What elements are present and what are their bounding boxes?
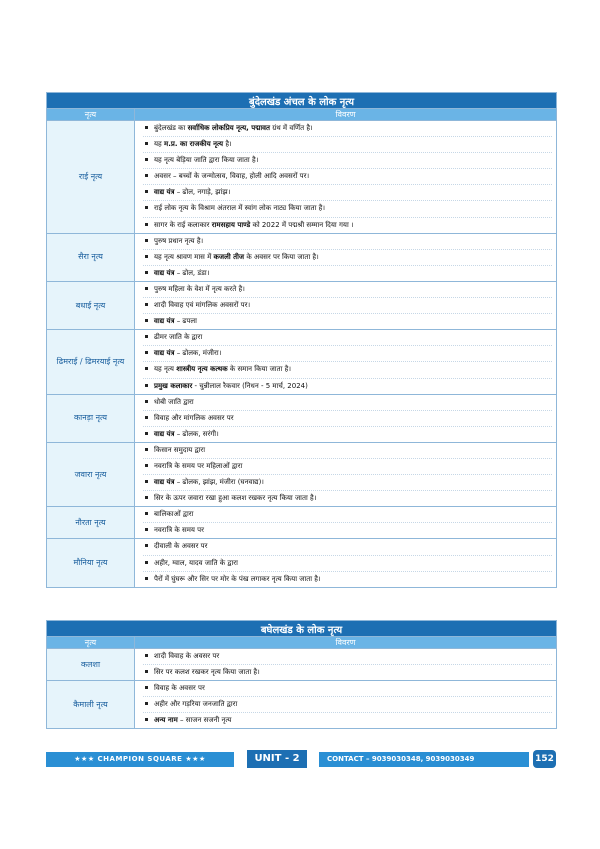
dance-description: [135, 649, 557, 681]
bullet-icon: [145, 670, 148, 673]
dance-description: [135, 507, 557, 539]
text: शादी विवाह एवं मांगलिक अवसरों पर।: [154, 301, 251, 310]
bold-text: वाद्य यंत्र: [154, 188, 175, 197]
dance-name: कानड़ा नृत्य: [47, 394, 135, 442]
baghelkhand-dance-table: [46, 620, 557, 729]
description-item: [143, 410, 552, 426]
text: यह नृत्य बेड़िया जाति द्वारा किया जाता है।: [154, 156, 259, 165]
bold-text: रामसहाय पाण्डे: [211, 220, 251, 229]
description-item: [143, 217, 552, 233]
text: सागर के राई कलाकार: [154, 220, 212, 229]
text: – ढोलक, सरंगी।: [174, 429, 219, 438]
bullet-icon: [145, 561, 148, 564]
bullet-icon: [145, 702, 148, 705]
description-item: [143, 184, 552, 200]
text: सिर पर कलश रखकर नृत्य किया जाता है।: [154, 668, 260, 677]
bullet-icon: [145, 577, 148, 580]
description-item: [143, 249, 552, 265]
text: शादी विवाह के अवसर पर: [154, 652, 220, 660]
dance-name: कैमाली नृत्य: [47, 681, 135, 729]
text: विवाह के अवसर पर: [154, 684, 205, 693]
brand-banner: ★★★ CHAMPION SQUARE ★★★: [46, 752, 234, 767]
text: धोबी जाति द्वारा: [154, 397, 194, 406]
bullet-icon: [145, 400, 148, 403]
text: – ढोल, डंडा।: [174, 268, 210, 277]
bullet-icon: [145, 512, 148, 515]
description-item: [143, 474, 552, 490]
table-row: [47, 281, 557, 329]
bullet-icon: [145, 654, 148, 657]
bullet-icon: [145, 528, 148, 531]
column-header-description: विवरण: [135, 637, 557, 649]
description-item: [143, 152, 552, 168]
text: बुंदेलखंड का: [154, 124, 188, 132]
bullet-icon: [145, 384, 148, 387]
dance-description: [135, 681, 557, 729]
table-row: [47, 681, 557, 729]
description-item: [143, 297, 552, 313]
column-header-dance: नृत्य: [47, 637, 135, 649]
bullet-icon: [145, 174, 148, 177]
text: पुरुष महिला के वेश में नृत्य करते है।: [154, 284, 245, 293]
description-item: [143, 168, 552, 184]
bullet-icon: [145, 351, 148, 354]
description-item: [143, 395, 552, 410]
bullet-icon: [145, 206, 148, 209]
description-item: [143, 345, 552, 361]
table-row: [47, 539, 557, 587]
text: राई लोक नृत्य के विश्राम अंतराल में स्वांग लोक नाट्य किया जाता है।: [154, 204, 326, 213]
bullet-icon: [145, 335, 148, 338]
column-header-dance: नृत्य: [47, 109, 135, 121]
dance-description: [135, 330, 557, 394]
bullet-icon: [145, 544, 148, 547]
text: यह नृत्य: [154, 365, 177, 374]
bullet-icon: [145, 448, 148, 451]
description-item: [143, 458, 552, 474]
bullet-icon: [145, 416, 148, 419]
text: ढीमर जाति के द्वारा: [154, 333, 203, 342]
description-item: [143, 121, 552, 136]
description-item: [143, 507, 552, 522]
text: को 2022 में पद्मश्री सम्मान दिया गया ।: [250, 220, 354, 229]
description-item: [143, 313, 552, 329]
bundelkhand-dance-table: [46, 92, 557, 588]
dance-description: [135, 281, 557, 329]
text: – ढोलक, मंजीरा।: [174, 349, 222, 358]
bullet-icon: [145, 223, 148, 226]
table-row: [47, 442, 557, 506]
table-row: [47, 649, 557, 681]
bullet-icon: [145, 480, 148, 483]
description-item: [143, 696, 552, 712]
page-number: 152: [533, 750, 556, 768]
description-item: [143, 426, 552, 442]
bold-text: सर्वाधिक लोकप्रिय नृत्य, पद्मावत: [187, 124, 271, 132]
bold-text: अन्य नाम: [154, 716, 178, 725]
bold-text: वाद्य यंत्र: [154, 317, 175, 326]
dance-description: [135, 121, 557, 234]
description-item: [143, 539, 552, 554]
bullet-icon: [145, 126, 148, 129]
bullet-icon: [145, 432, 148, 435]
text: पैरों में घुंघरू और सिर पर मोर के पंख लगाकर नृत्य किया जाता है।: [154, 574, 321, 583]
bullet-icon: [145, 158, 148, 161]
description-item: [143, 664, 552, 680]
bold-text: कजली तीज: [213, 252, 245, 261]
description-item: [143, 265, 552, 281]
bold-text: वाद्य यंत्र: [154, 478, 175, 487]
bold-text: वाद्य यंत्र: [154, 349, 175, 358]
text: अहीर और गड़रिया जनजाति द्वारा: [154, 700, 238, 709]
bullet-icon: [145, 464, 148, 467]
table-row: [47, 330, 557, 394]
description-item: [143, 136, 552, 152]
table-row: [47, 121, 557, 234]
table-title: बघेलखंड के लोक नृत्य: [47, 621, 557, 637]
text: के समान किया जाता है।: [227, 365, 291, 374]
text: यह: [154, 140, 165, 149]
table-row: [47, 233, 557, 281]
description-item: [143, 378, 552, 394]
bullet-icon: [145, 190, 148, 193]
text: किसान समुदाय द्वारा: [154, 445, 206, 454]
bullet-icon: [145, 718, 148, 721]
table-title: बुंदेलखंड अंचल के लोक नृत्य: [47, 93, 557, 109]
dance-name: राई नृत्य: [47, 121, 135, 234]
contact-banner: CONTACT – 9039030348, 9039030349: [319, 752, 529, 767]
text: दीवाली के अवसर पर: [154, 542, 208, 551]
column-header-description: विवरण: [135, 109, 557, 121]
dance-name: बधाई नृत्य: [47, 281, 135, 329]
bullet-icon: [145, 239, 148, 242]
dance-description: [135, 394, 557, 442]
text: अवसर – बच्चों के जन्मोत्सव, विवाह, होली आदि अवसरों पर।: [154, 172, 310, 181]
text: – ढपला: [174, 317, 197, 326]
text: विवाह और मांगलिक अवसर पर: [154, 413, 234, 422]
text: पुरुष प्रधान नृत्य है।: [154, 236, 204, 245]
unit-badge: UNIT - 2: [247, 750, 307, 768]
description-item: [143, 681, 552, 696]
text: – ढोल, नगाड़े, झांझ।: [174, 188, 231, 197]
bullet-icon: [145, 686, 148, 689]
text: अहीर, ग्वाल, यादव जाति के द्वारा: [154, 558, 238, 567]
table-row: [47, 394, 557, 442]
description-item: [143, 200, 552, 216]
text: है।: [223, 140, 232, 149]
bold-text: वाद्य यंत्र: [154, 429, 175, 438]
dance-description: [135, 442, 557, 506]
description-item: [143, 234, 552, 249]
text: बालिकाओं द्वारा: [154, 510, 194, 519]
dance-name: सैरा नृत्य: [47, 233, 135, 281]
description-item: [143, 555, 552, 571]
bullet-icon: [145, 142, 148, 145]
text: – साजन सजनी नृत्य: [177, 716, 232, 725]
text: ग्रंथ में वर्णित है।: [270, 124, 313, 132]
bullet-icon: [145, 319, 148, 322]
dance-description: [135, 233, 557, 281]
bullet-icon: [145, 367, 148, 370]
description-item: [143, 490, 552, 506]
bold-text: वाद्य यंत्र: [154, 268, 175, 277]
dance-name: मौनिया नृत्य: [47, 539, 135, 587]
bullet-icon: [145, 271, 148, 274]
bold-text: म.प्र. का राजकीय नृत्य: [164, 140, 224, 149]
bullet-icon: [145, 287, 148, 290]
bold-text: प्रमुख कलाकार: [154, 381, 193, 390]
description-item: [143, 282, 552, 297]
bullet-icon: [145, 255, 148, 258]
description-item: [143, 443, 552, 458]
dance-description: [135, 539, 557, 587]
description-item: [143, 712, 552, 728]
description-item: [143, 361, 552, 377]
text: - चुन्नीलाल रैकवार (निधन - 5 मार्च, 2024): [192, 381, 308, 390]
dance-name: नौरता नृत्य: [47, 507, 135, 539]
description-item: [143, 649, 552, 664]
bullet-icon: [145, 303, 148, 306]
page-footer: [46, 750, 556, 768]
description-item: [143, 522, 552, 538]
text: के अवसर पर किया जाता है।: [244, 252, 319, 261]
description-item: [143, 571, 552, 587]
dance-name: ढिमराई / ढिमरयाई नृत्य: [47, 330, 135, 394]
dance-name: जवारा नृत्य: [47, 442, 135, 506]
bold-text: शास्त्रीय नृत्य कत्थक: [176, 365, 228, 374]
text: यह नृत्य श्रावण मास में: [154, 252, 214, 261]
dance-name: कलशा: [47, 649, 135, 681]
text: सिर के ऊपर जवारा रखा हुआ कलश रखकर नृत्य किया जाता है।: [154, 494, 317, 503]
description-item: [143, 330, 552, 345]
text: – ढोलक, झांझ, मंजीरा (घनवाद्य)।: [174, 478, 264, 487]
table-row: [47, 507, 557, 539]
text: नवरात्रि के समय पर: [154, 526, 204, 535]
bullet-icon: [145, 496, 148, 499]
text: नवरात्रि के समय पर महिलाओं द्वारा: [154, 461, 243, 470]
